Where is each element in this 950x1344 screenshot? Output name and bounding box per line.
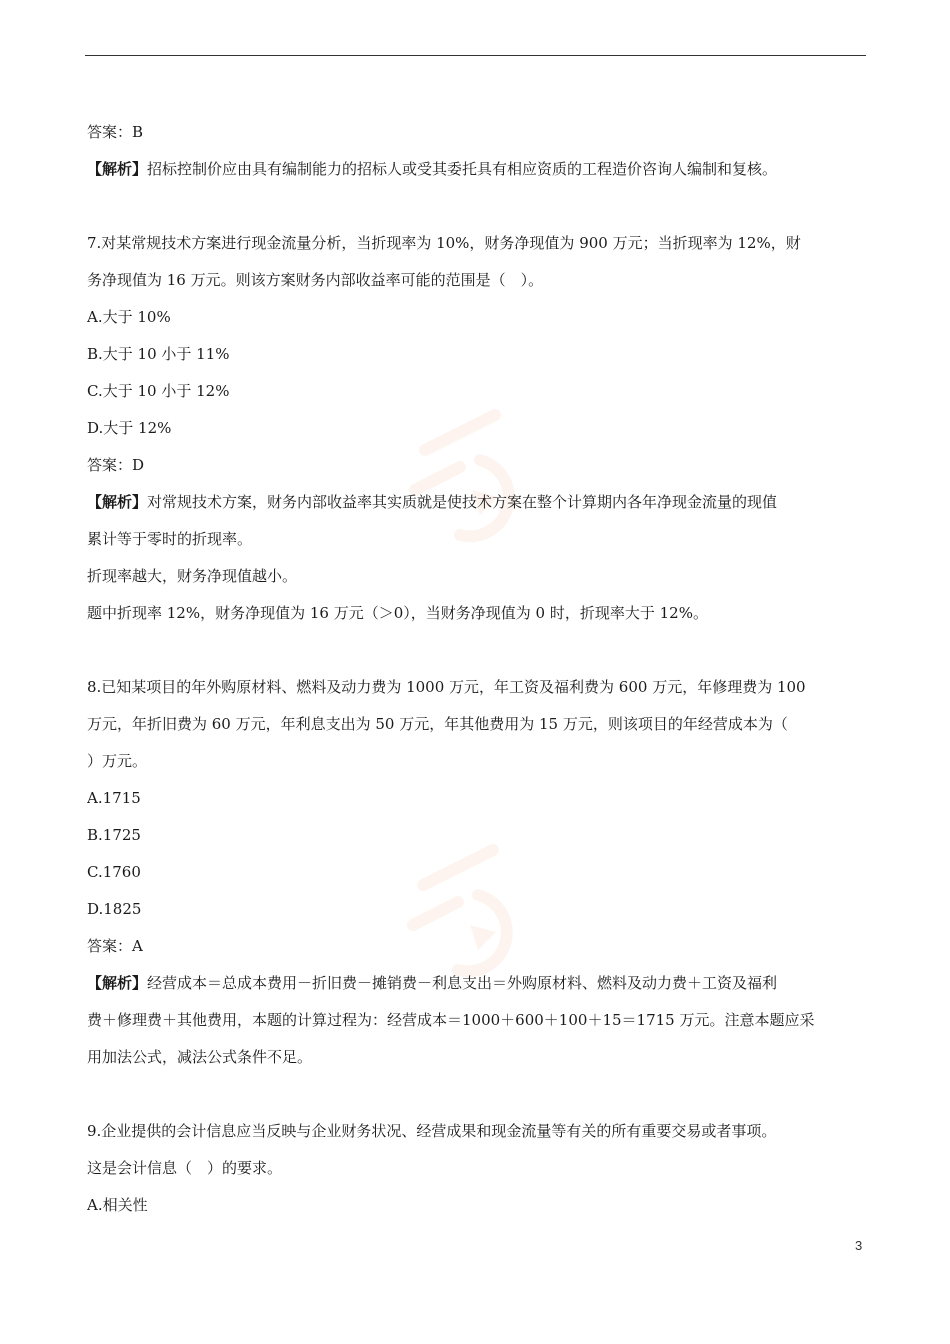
q8-answer: 答案：A — [87, 937, 143, 955]
q7-option-d: D.大于 12% — [87, 419, 172, 437]
spacer — [87, 1076, 867, 1113]
q6-analysis — [87, 151, 867, 188]
q8-option-a: A.1715 — [87, 789, 141, 807]
q7-stem-line: 务净现值为 16 万元。则该方案财务内部收益率可能的范围是（ ）。 — [87, 271, 544, 289]
q7-option-b: B.大于 10 小于 11% — [87, 345, 230, 363]
q8-option-d: D.1825 — [87, 900, 142, 918]
analysis-label: 【解析】 — [87, 160, 148, 178]
q9-stem-line: 这是会计信息（ ）的要求。 — [87, 1159, 283, 1177]
analysis-text: 招标控制价应由具有编制能力的招标人或受其委托具有相应资质的工程造价咨询人编制和复核。 — [147, 160, 778, 178]
q7-option-c: C.大于 10 小于 12% — [87, 382, 230, 400]
analysis-label: 【解析】 — [87, 974, 148, 992]
q8-stem-line: ）万元。 — [87, 752, 148, 770]
q8-option-c: C.1760 — [87, 863, 141, 881]
q7-analysis — [87, 484, 867, 521]
analysis-label: 【解析】 — [87, 493, 148, 511]
q9-option-a: A.相关性 — [87, 1196, 148, 1214]
document-body — [87, 114, 867, 1224]
q9-stem-line: 9.企业提供的会计信息应当反映与企业财务状况、经营成果和现金流量等有关的所有重要交易或者事项。 — [87, 1122, 777, 1140]
page-number: 3 — [855, 1238, 863, 1253]
q7-option-a: A.大于 10% — [87, 308, 171, 326]
q8-analysis-line: 费＋修理费＋其他费用，本题的计算过程为：经营成本＝1000＋600＋100＋15＝1715 万元。注意本题应采 — [87, 1011, 815, 1029]
header-rule — [85, 55, 866, 56]
q8-analysis-line: 用加法公式，减法公式条件不足。 — [87, 1048, 313, 1066]
analysis-text: 经营成本＝总成本费用－折旧费－摊销费－利息支出＝外购原材料、燃料及动力费＋工资及福利 — [147, 974, 778, 992]
q8-stem-line: 8.已知某项目的年外购原材料、燃料及动力费为 1000 万元，年工资及福利费为 600 万元，年修理费为 100 — [87, 678, 806, 696]
q6-answer: 答案：B — [87, 123, 144, 141]
q7-stem-line: 7.对某常规技术方案进行现金流量分析，当折现率为 10%，财务净现值为 900 万元；当折现率为 12%，财 — [87, 234, 801, 252]
spacer — [87, 188, 867, 225]
spacer — [87, 632, 867, 669]
q7-answer: 答案：D — [87, 456, 145, 474]
q8-analysis — [87, 965, 867, 1002]
q7-analysis-line: 题中折现率 12%，财务净现值为 16 万元（＞0），当财务净现值为 0 时，折现率大于 12%。 — [87, 604, 708, 622]
q8-stem-line: 万元，年折旧费为 60 万元，年利息支出为 50 万元，年其他费用为 15 万元，则该项目的年经营成本为（ — [87, 715, 788, 733]
q7-analysis-line: 累计等于零时的折现率。 — [87, 530, 253, 548]
analysis-text: 对常规技术方案，财务内部收益率其实质就是使技术方案在整个计算期内各年净现金流量的现值 — [147, 493, 778, 511]
q8-option-b: B.1725 — [87, 826, 141, 844]
q7-analysis-line: 折现率越大，财务净现值越小。 — [87, 567, 298, 585]
